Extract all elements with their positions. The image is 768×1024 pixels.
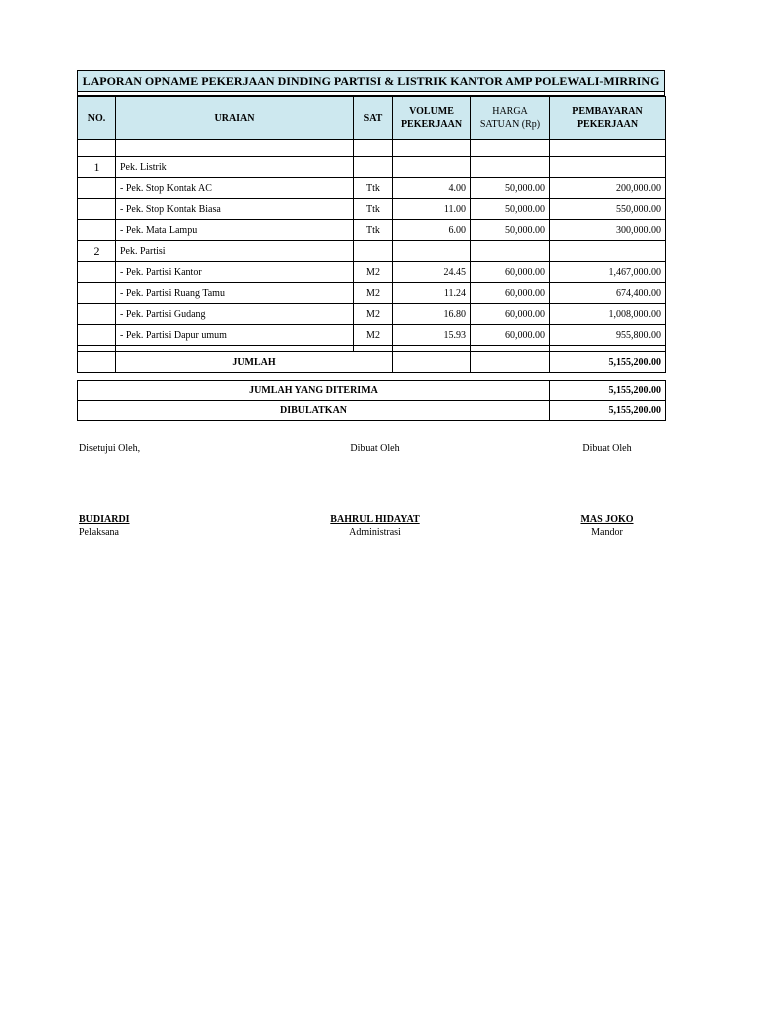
item-sat: M2 (354, 283, 393, 304)
item-harga: 50,000.00 (471, 220, 550, 241)
item-pembayaran: 1,467,000.00 (550, 262, 666, 283)
header-no: NO. (78, 97, 116, 140)
dibulatkan-value: 5,155,200.00 (550, 401, 666, 421)
item-volume: 15.93 (393, 325, 471, 346)
item-sat: Ttk (354, 220, 393, 241)
item-uraian: - Pek. Partisi Ruang Tamu (116, 283, 354, 304)
item-harga: 60,000.00 (471, 325, 550, 346)
item-harga: 50,000.00 (471, 178, 550, 199)
diterima-label: JUMLAH YANG DITERIMA (78, 381, 550, 401)
signature-role-approved: Pelaksana (79, 527, 119, 538)
table-row (78, 283, 666, 304)
item-volume: 4.00 (393, 178, 471, 199)
item-volume: 16.80 (393, 304, 471, 325)
signature-name-mandor: MAS JOKO (580, 514, 634, 525)
dibulatkan-row (78, 401, 666, 421)
item-harga: 50,000.00 (471, 199, 550, 220)
group-name: Pek. Listrik (116, 157, 354, 178)
jumlah-label: JUMLAH (116, 352, 393, 373)
table-row (78, 304, 666, 325)
item-volume: 11.00 (393, 199, 471, 220)
signature-role-mandor: Mandor (591, 527, 623, 538)
table-row (78, 262, 666, 283)
group-row (78, 241, 666, 262)
report-title: LAPORAN OPNAME PEKERJAAN DINDING PARTISI & LISTRIK KANTOR AMP POLEWALI-MIRRING (77, 70, 665, 92)
header-volume (393, 97, 471, 140)
group-row (78, 157, 666, 178)
header-volume-line2: PEKERJAAN (400, 119, 463, 130)
item-harga: 60,000.00 (471, 304, 550, 325)
header-pembayaran-line2: PEKERJAAN (576, 119, 639, 130)
item-harga: 60,000.00 (471, 262, 550, 283)
signature-role-admin: Administrasi (349, 527, 401, 538)
item-pembayaran: 550,000.00 (550, 199, 666, 220)
opname-table (77, 96, 666, 373)
signature-name-approved: BUDIARDI (79, 514, 130, 525)
group-no: 2 (78, 241, 116, 262)
header-volume-line1: VOLUME (409, 106, 454, 117)
header-sat: SAT (354, 97, 393, 140)
item-volume: 11.24 (393, 283, 471, 304)
item-sat: M2 (354, 304, 393, 325)
signature-heading-mandor: Dibuat Oleh (582, 443, 632, 454)
item-uraian: - Pek. Mata Lampu (116, 220, 354, 241)
header-pembayaran-line1: PEMBAYARAN (572, 106, 643, 117)
item-sat: M2 (354, 262, 393, 283)
item-harga: 60,000.00 (471, 283, 550, 304)
header-harga-line1: HARGA (492, 106, 528, 117)
header-harga-line2: SATUAN (Rp) (479, 119, 541, 130)
dibulatkan-label: DIBULATKAN (78, 401, 550, 421)
item-pembayaran: 300,000.00 (550, 220, 666, 241)
item-sat: Ttk (354, 199, 393, 220)
item-pembayaran: 1,008,000.00 (550, 304, 666, 325)
group-no: 1 (78, 157, 116, 178)
item-pembayaran: 674,400.00 (550, 283, 666, 304)
item-sat: M2 (354, 325, 393, 346)
item-uraian: - Pek. Partisi Gudang (116, 304, 354, 325)
signature-heading-admin: Dibuat Oleh (350, 443, 400, 454)
item-volume: 24.45 (393, 262, 471, 283)
item-uraian: - Pek. Partisi Kantor (116, 262, 354, 283)
table-header-row (78, 97, 666, 140)
item-sat: Ttk (354, 178, 393, 199)
diterima-row (78, 381, 666, 401)
jumlah-value: 5,155,200.00 (550, 352, 666, 373)
summary-table (77, 380, 666, 421)
item-uraian: - Pek. Partisi Dapur umum (116, 325, 354, 346)
jumlah-row (78, 352, 666, 373)
table-row (78, 178, 666, 199)
signature-heading-approved: Disetujui Oleh, (79, 443, 141, 454)
table-row (78, 199, 666, 220)
header-uraian: URAIAN (116, 97, 354, 140)
header-harga (471, 97, 550, 140)
diterima-value: 5,155,200.00 (550, 381, 666, 401)
header-pembayaran (550, 97, 666, 140)
item-pembayaran: 955,800.00 (550, 325, 666, 346)
table-row (78, 325, 666, 346)
group-name: Pek. Partisi (116, 241, 354, 262)
item-uraian: - Pek. Stop Kontak AC (116, 178, 354, 199)
table-row (78, 220, 666, 241)
blank-row (78, 140, 666, 157)
item-pembayaran: 200,000.00 (550, 178, 666, 199)
signature-name-admin: BAHRUL HIDAYAT (330, 514, 420, 525)
item-volume: 6.00 (393, 220, 471, 241)
item-uraian: - Pek. Stop Kontak Biasa (116, 199, 354, 220)
